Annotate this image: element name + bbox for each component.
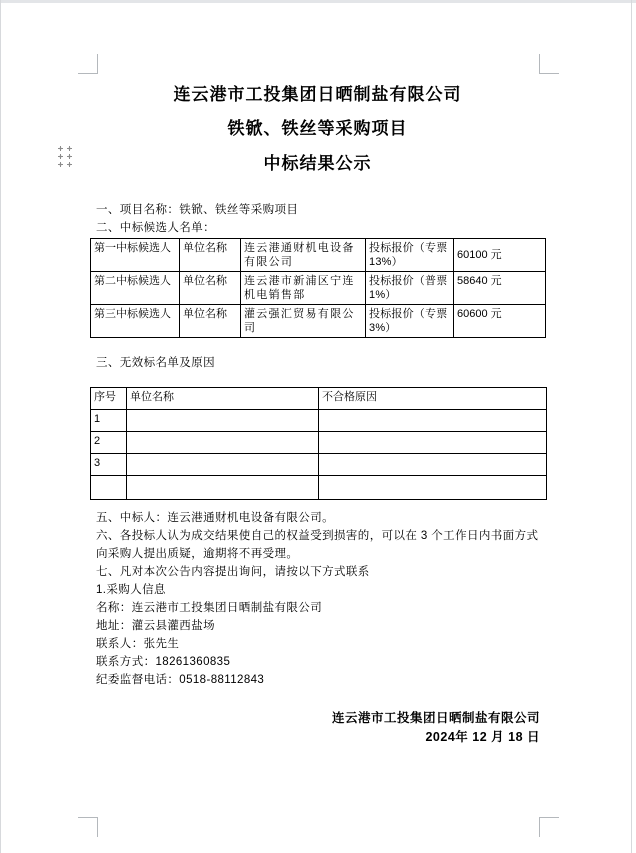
seq-cell: 1 xyxy=(91,410,127,432)
candidate-price: 58640 元 xyxy=(454,272,546,305)
table-row xyxy=(91,305,546,338)
section-project-name: 一、项目名称：铁锨、铁丝等采购项目 xyxy=(96,204,299,216)
reason-cell xyxy=(319,476,547,500)
candidate-rank: 第二中标候选人 xyxy=(91,272,180,305)
title-announcement: 中标结果公示 xyxy=(263,154,372,173)
seq-cell: 3 xyxy=(91,454,127,476)
candidates-table xyxy=(90,238,546,338)
seq-cell: 2 xyxy=(91,432,127,454)
reason-cell xyxy=(319,432,547,454)
col-header-reason: 不合格原因 xyxy=(319,388,547,410)
table-row xyxy=(91,272,546,305)
quote-label: 投标报价（专票13%） xyxy=(366,239,454,272)
candidate-price: 60100 元 xyxy=(454,239,546,272)
margin-crop-mark-top-right xyxy=(539,54,559,74)
col-header-unit: 单位名称 xyxy=(127,388,319,410)
supervision-phone: 纪委监督电话：0518-88112843 xyxy=(96,674,265,686)
buyer-address: 地址：灌云县灌西盐场 xyxy=(96,620,215,632)
candidate-rank: 第三中标候选人 xyxy=(91,305,180,338)
buyer-info-heading: 1.采购人信息 xyxy=(96,584,166,596)
reason-cell xyxy=(319,410,547,432)
drag-handle-icon[interactable] xyxy=(58,146,72,167)
margin-crop-mark-bottom-left xyxy=(78,817,98,837)
table-row xyxy=(91,239,546,272)
table-row xyxy=(91,432,547,454)
buyer-name: 名称：连云港市工投集团日晒制盐有限公司 xyxy=(96,602,323,614)
signature-date: 2024年 12 月 18 日 xyxy=(425,730,540,744)
section-candidates-heading: 二、中标候选人名单： xyxy=(96,222,215,234)
unit-cell xyxy=(127,432,319,454)
unit-label: 单位名称 xyxy=(180,272,241,305)
margin-crop-mark-bottom-right xyxy=(539,817,559,837)
table-header-row xyxy=(91,388,547,410)
seq-cell xyxy=(91,476,127,500)
candidate-company: 连云港通财机电设备有限公司 xyxy=(241,239,366,272)
table-row xyxy=(91,476,547,500)
contact-phone: 联系方式：18261360835 xyxy=(96,656,231,668)
unit-cell xyxy=(127,454,319,476)
page-left-edge xyxy=(0,0,1,853)
section-winner: 五、中标人：连云港通财机电设备有限公司。 xyxy=(96,512,334,524)
invalid-bids-table xyxy=(90,387,547,500)
table-row xyxy=(91,454,547,476)
contact-person: 联系人：张先生 xyxy=(96,638,180,650)
candidate-company: 连云港市新浦区宁连机电销售部 xyxy=(241,272,366,305)
unit-label: 单位名称 xyxy=(180,239,241,272)
col-header-seq: 序号 xyxy=(91,388,127,410)
candidate-price: 60600 元 xyxy=(454,305,546,338)
candidate-rank: 第一中标候选人 xyxy=(91,239,180,272)
table-row xyxy=(91,410,547,432)
unit-label: 单位名称 xyxy=(180,305,241,338)
title-company: 连云港市工投集团日晒制盐有限公司 xyxy=(173,85,462,104)
section-objection: 六、各投标人认为成交结果使自己的权益受到损害的，可以在 3 个工作日内书面方式向采购人提出质疑，逾期将不再受理。 xyxy=(96,530,539,560)
candidate-company: 灌云强汇贸易有限公司 xyxy=(241,305,366,338)
unit-cell xyxy=(127,476,319,500)
unit-cell xyxy=(127,410,319,432)
section-invalid-heading: 三、无效标名单及原因 xyxy=(96,357,215,369)
page-top-edge xyxy=(0,0,636,3)
reason-cell xyxy=(319,454,547,476)
quote-label: 投标报价（专票3%） xyxy=(366,305,454,338)
page-right-edge xyxy=(631,0,632,853)
title-project: 铁锨、铁丝等采购项目 xyxy=(227,119,408,138)
margin-crop-mark-top-left xyxy=(78,54,98,74)
signature-company: 连云港市工投集团日晒制盐有限公司 xyxy=(331,711,540,725)
quote-label: 投标报价（普票1%） xyxy=(366,272,454,305)
section-contact: 七、凡对本次公告内容提出询问，请按以下方式联系 xyxy=(96,566,370,578)
